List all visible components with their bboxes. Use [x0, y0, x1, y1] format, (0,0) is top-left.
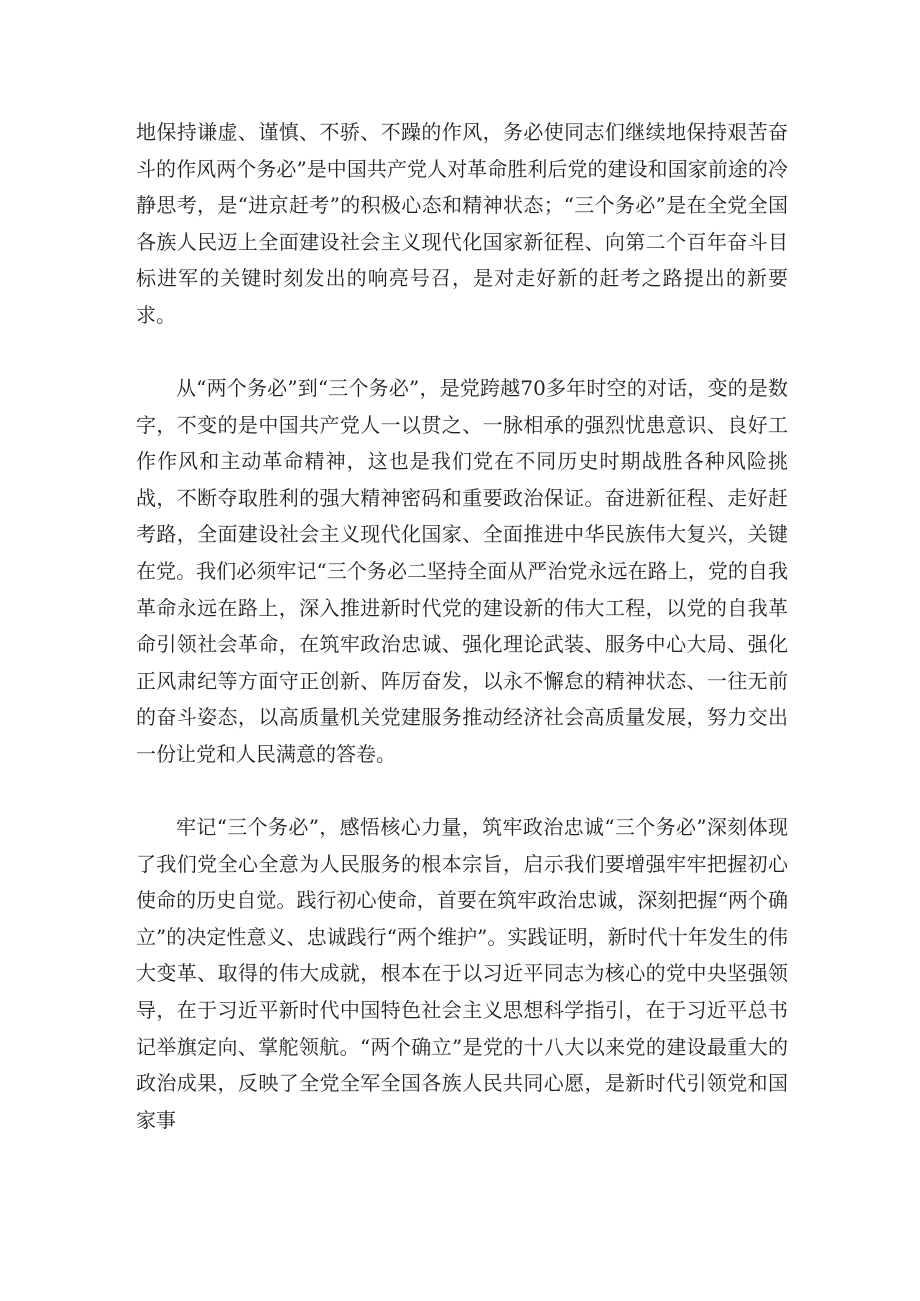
paragraph-3: 牢记“三个务必”，感悟核心力量，筑牢政治忠诚“三个务必”深刻体现了我们党全心全意为人民服务的根本宗旨，启示我们要增强牢牢把握初心使命的历史自觉。践行初心使命，首要在筑牢政治忠诚，深刻把握“两个确立”的决定性意义、忠诚践行“两个维护”。实践证明，新时代十年发生的伟大变革、取得的伟大成就，根本在于以习近平同志为核心的党中央坚强领导，在于习近平新时代中国特色社会主义思想科学指引，在于习近平总书记举旗定向、掌舵领航。“两个确立”是党的十八大以来党的建设最重大的政治成果，反映了全党全军全国各族人民共同心愿，是新时代引领党和国家事	[136, 815, 788, 1132]
paragraph-1: 地保持谦虚、谨慎、不骄、不躁的作风，务必使同志们继续地保持艰苦奋斗的作风两个务必”是中国共产党人对革命胜利后党的建设和国家前途的冷静思考，是“进京赶考”的积极心态和精神状态；“三个务必”是在全党全国各族人民迈上全面建设社会主义现代化国家新征程、向第二个百年奋斗目标进军的关键时刻发出的响亮号召，是对走好新的赶考之路提出的新要求。	[136, 120, 788, 327]
paragraph-2: 从“两个务必”到“三个务必”，是党跨越70多年时空的对话，变的是数字，不变的是中国共产党人一以贯之、一脉相承的强烈忧患意识、良好工作作风和主动革命精神，这也是我们党在不同历史时期战胜各种风险挑战，不断夺取胜利的强大精神密码和重要政治保证。奋进新征程、走好赶考路，全面建设社会主义现代化国家、全面推进中华民族伟大复兴，关键在党。我们必须牢记“三个务必二坚持全面从严治党永远在路上，党的自我革命永远在路上，深入推进新时代党的建设新的伟大工程，以党的自我革命引领社会革命，在筑牢政治忠诚、强化理论武装、服务中心大局、强化正风肃纪等方面守正创新、阵厉奋发，以永不懈怠的精神状态、一往无前的奋斗姿态，以高质量机关党建服务推动经济社会高质量发展，努力交出一份让党和人民满意的答卷。	[136, 376, 788, 766]
